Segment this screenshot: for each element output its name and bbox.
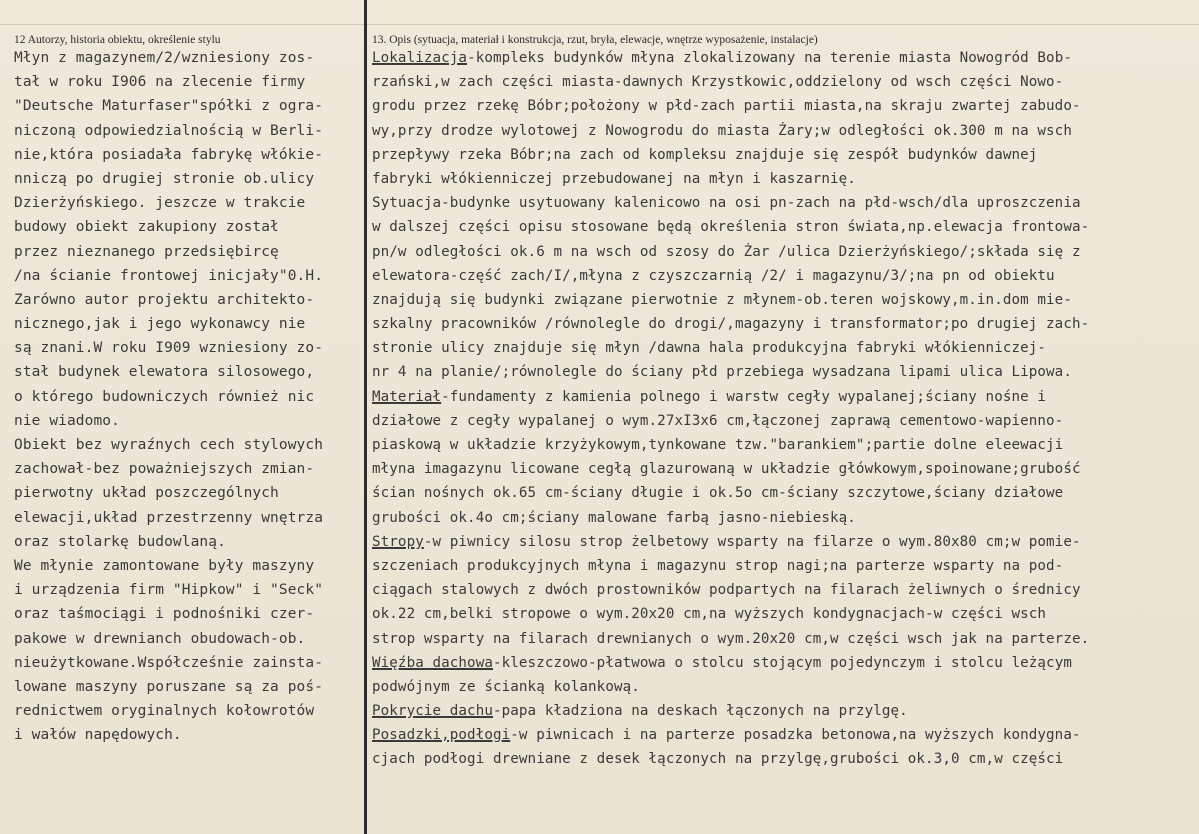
- history-text-line: nicznego,jak i jego wykonawcy nie: [14, 316, 306, 333]
- history-text-line: lowane maszyny poruszane są za poś-: [14, 678, 324, 695]
- history-text-line: niczoną odpowiedzialnością w Berli-: [14, 122, 324, 139]
- history-text-line: pakowe w drewnianch obudowach-ob.: [14, 630, 306, 647]
- history-text-line: o którego budowniczych również nic: [14, 388, 315, 405]
- history-text-line: oraz taśmociągi i podnośniki czer-: [14, 606, 315, 623]
- description-text: -papa kładziona na deskach łączonych na przylgę.: [492, 703, 908, 720]
- history-text-line: budowy obiekt zakupiony został: [14, 219, 279, 236]
- history-text-line: oraz stolarkę budowlaną.: [14, 533, 226, 550]
- description-text: ok.22 cm,belki stropowe o wym.20x20 cm,na wyższych kondygnacjach-w części wsch: [372, 606, 1047, 623]
- history-text-line: zachował-bez poważniejszych zmian-: [14, 461, 315, 478]
- description-text-line: [372, 433, 1194, 457]
- description-text-line: [372, 240, 1194, 264]
- history-text-line: tał w roku I906 na zlecenie firmy: [14, 74, 306, 91]
- section-heading: Materiał: [372, 388, 442, 405]
- description-text: fabryki włókienniczej przebudowanej na młyn i kaszarnię.: [372, 170, 856, 187]
- history-text-line: nie wiadomo.: [14, 412, 120, 429]
- description-text-line: [372, 119, 1194, 143]
- description-text-line: [372, 70, 1194, 94]
- description-text-line: [372, 675, 1194, 699]
- history-text-line: Obiekt bez wyraźnych cech stylowych: [14, 437, 324, 453]
- description-text: cjach podłogi drewniane z desek łączonych na przylgę,grubości ok.3,0 cm,w części: [372, 751, 1064, 768]
- description-text-line: [372, 627, 1194, 651]
- description-text: w dalszej części opisu stosowane będą określenia stron świata,np.elewacja frontowa-: [372, 219, 1090, 236]
- history-text-line: nniczą po drugiej stronie ob.ulicy: [14, 170, 315, 187]
- history-text-line: Dzierżyńskiego. jeszcze w trakcie: [14, 195, 306, 212]
- description-text: elewatora-część zach/I/,młyna z czyszczarnią /2/ i magazynu/3/;na pn od obiektu: [372, 267, 1055, 284]
- description-text: szczeniach produkcyjnych młyna i magazynu strop nagi;na parterze wsparty na pod-: [372, 557, 1064, 574]
- description-text-line: [372, 554, 1194, 578]
- history-text-line: przez nieznanego przedsiębircę: [14, 243, 279, 260]
- description-text-line: [372, 723, 1194, 747]
- description-text: przepływy rzeka Bóbr;na zach od kompleksu znajduje się zespół budynków dawnej: [372, 146, 1038, 163]
- description-text-line: [372, 578, 1194, 602]
- description-text: strop wsparty na filarach drewnianych o wym.20x20 cm,w części wsch jak na parterze.: [372, 630, 1090, 647]
- description-text: znajdują się budynki związane pierwotnie z młynem-ob.teren wojskowy,m.in.dom mie-: [372, 291, 1072, 308]
- description-text: rzański,w zach części miasta-dawnych Krzystkowic,oddzielony od wsch części Nowo-: [372, 74, 1064, 91]
- description-text-line: [372, 143, 1194, 167]
- history-text-line: Zarówno autor projektu architekto-: [14, 291, 315, 308]
- description-text: -w piwnicy silosu strop żelbetowy wsparty na filarze o wym.80x80 cm;w pomie-: [423, 533, 1081, 550]
- history-text-line: nie,która posiadała fabrykę włókie-: [14, 146, 324, 163]
- history-text-line: i urządzenia firm "Hipkow" i "Seck": [14, 582, 324, 599]
- description-text: grodu przez rzekę Bóbr;położony w płd-zach partii miasta,na skraju zwartej zabudo-: [372, 98, 1081, 115]
- description-text-line: [372, 506, 1194, 530]
- history-text-line: i wałów napędowych.: [14, 727, 182, 744]
- description-text-line: [372, 530, 1194, 554]
- description-text-line: [372, 699, 1194, 723]
- description-text-line: [372, 46, 1194, 70]
- history-text-line: stał budynek elewatora silosowego,: [14, 364, 315, 381]
- section-heading: Pokrycie dachu: [372, 703, 493, 720]
- description-text: stronie ulicy znajduje się młyn /dawna hala produkcyjna fabryki włókienniczej-: [372, 340, 1047, 357]
- description-text: Sytuacja-budynke usytuowany kalenicowo na osi pn-zach na płd-wsch/dla uproszczenia: [372, 195, 1081, 212]
- description-text-line: [372, 409, 1194, 433]
- history-text-line: pierwotny układ poszczególnych: [14, 485, 279, 502]
- left-section-header: 12 Autorzy, historia obiektu, określenie stylu: [14, 34, 221, 46]
- description-text-column: [372, 46, 1194, 772]
- description-text-line: [372, 264, 1194, 288]
- description-text-line: [372, 457, 1194, 481]
- description-text-line: [372, 385, 1194, 409]
- history-text-line: nieużytkowane.Współcześnie zainsta-: [14, 654, 324, 671]
- description-text-line: [372, 288, 1194, 312]
- description-text: młyna imagazynu licowane cegłą glazurowaną w układzie główkowym,spoinowane;grubość: [372, 461, 1081, 478]
- description-text-line: [372, 191, 1194, 215]
- description-text-line: [372, 747, 1194, 771]
- top-rule: [0, 24, 1199, 25]
- history-text-line: We młynie zamontowane były maszyny: [14, 557, 315, 574]
- description-text-line: [372, 215, 1194, 239]
- description-text-line: [372, 602, 1194, 626]
- history-text-line: "Deutsche Maturfaser"spółki z ogra-: [14, 98, 324, 115]
- description-text: szkalny pracowników /równolegle do drogi/,magazyny i transformator;po drugiej zach-: [372, 316, 1090, 333]
- description-text-line: [372, 312, 1194, 336]
- description-text: -fundamenty z kamienia polnego i warstw cegły wypalanej;ściany nośne i: [441, 388, 1047, 405]
- description-text-line: [372, 336, 1194, 360]
- description-text-line: [372, 360, 1194, 384]
- description-text-line: [372, 167, 1194, 191]
- right-section-header: 13. Opis (sytuacja, materiał i konstrukcja, rzut, bryła, elewacje, wnętrze wyposażenie, instalacje): [372, 34, 818, 46]
- history-text-column: [14, 46, 362, 747]
- section-heading: Posadzki,podłogi: [372, 727, 511, 744]
- description-text-line: [372, 94, 1194, 118]
- description-text: podwójnym ze ścianką kolankową.: [372, 678, 640, 695]
- section-heading: Stropy: [372, 533, 424, 550]
- section-heading: Lokalizacja: [372, 50, 468, 66]
- description-text: piaskową w układzie krzyżykowym,tynkowane tzw."barankiem";partie dolne eleewacji: [372, 437, 1064, 453]
- description-text: ścian nośnych ok.65 cm-ściany długie i ok.5o cm-ściany szczytowe,ściany działowe: [372, 485, 1064, 502]
- description-text: wy,przy drodze wylotowej z Nowogrodu do miasta Żary;w odległości ok.300 m na wsch: [372, 122, 1072, 139]
- description-text: działowe z cegły wypalanej o wym.27xI3x6 cm,łączonej zaprawą cementowo-wapienno-: [372, 412, 1064, 429]
- description-text: pn/w odległości ok.6 m na wsch od szosy do Żar /ulica Dzierżyńskiego/;składa się z: [372, 243, 1081, 260]
- history-text-line: rednictwem oryginalnych kołowrotów: [14, 703, 315, 720]
- description-text: ciągach stalowych z dwóch prostowników podpartych na filarach żeliwnych o średnicy: [372, 582, 1081, 599]
- history-text-line: elewacji,układ przestrzenny wnętrza: [14, 509, 324, 526]
- history-text-line: są znani.W roku I909 wzniesiony zo-: [14, 340, 324, 357]
- description-text-line: [372, 651, 1194, 675]
- description-text: nr 4 na planie/;równolegle do ściany płd przebiega wysadzana lipami ulica Lipowa.: [372, 364, 1072, 381]
- section-heading: Więźba dachowa: [372, 654, 493, 671]
- description-text: -w piwnicach i na parterze posadzka betonowa,na wyższych kondygna-: [510, 727, 1081, 744]
- history-text-line: Młyn z magazynem/2/wzniesiony zos-: [14, 50, 315, 66]
- history-text-line: /na ścianie frontowej inicjały"0.H.: [14, 267, 324, 284]
- description-text: -kleszczowo-płatwowa o stolcu stojącym pojedynczym i stolcu leżącym: [492, 654, 1072, 671]
- description-text: -kompleks budynków młyna zlokalizowany na terenie miasta Nowogród Bob-: [467, 50, 1072, 66]
- description-text-line: [372, 481, 1194, 505]
- description-text: grubości ok.4o cm;ściany malowane farbą jasno-niebieską.: [372, 509, 856, 526]
- column-divider: [364, 0, 367, 834]
